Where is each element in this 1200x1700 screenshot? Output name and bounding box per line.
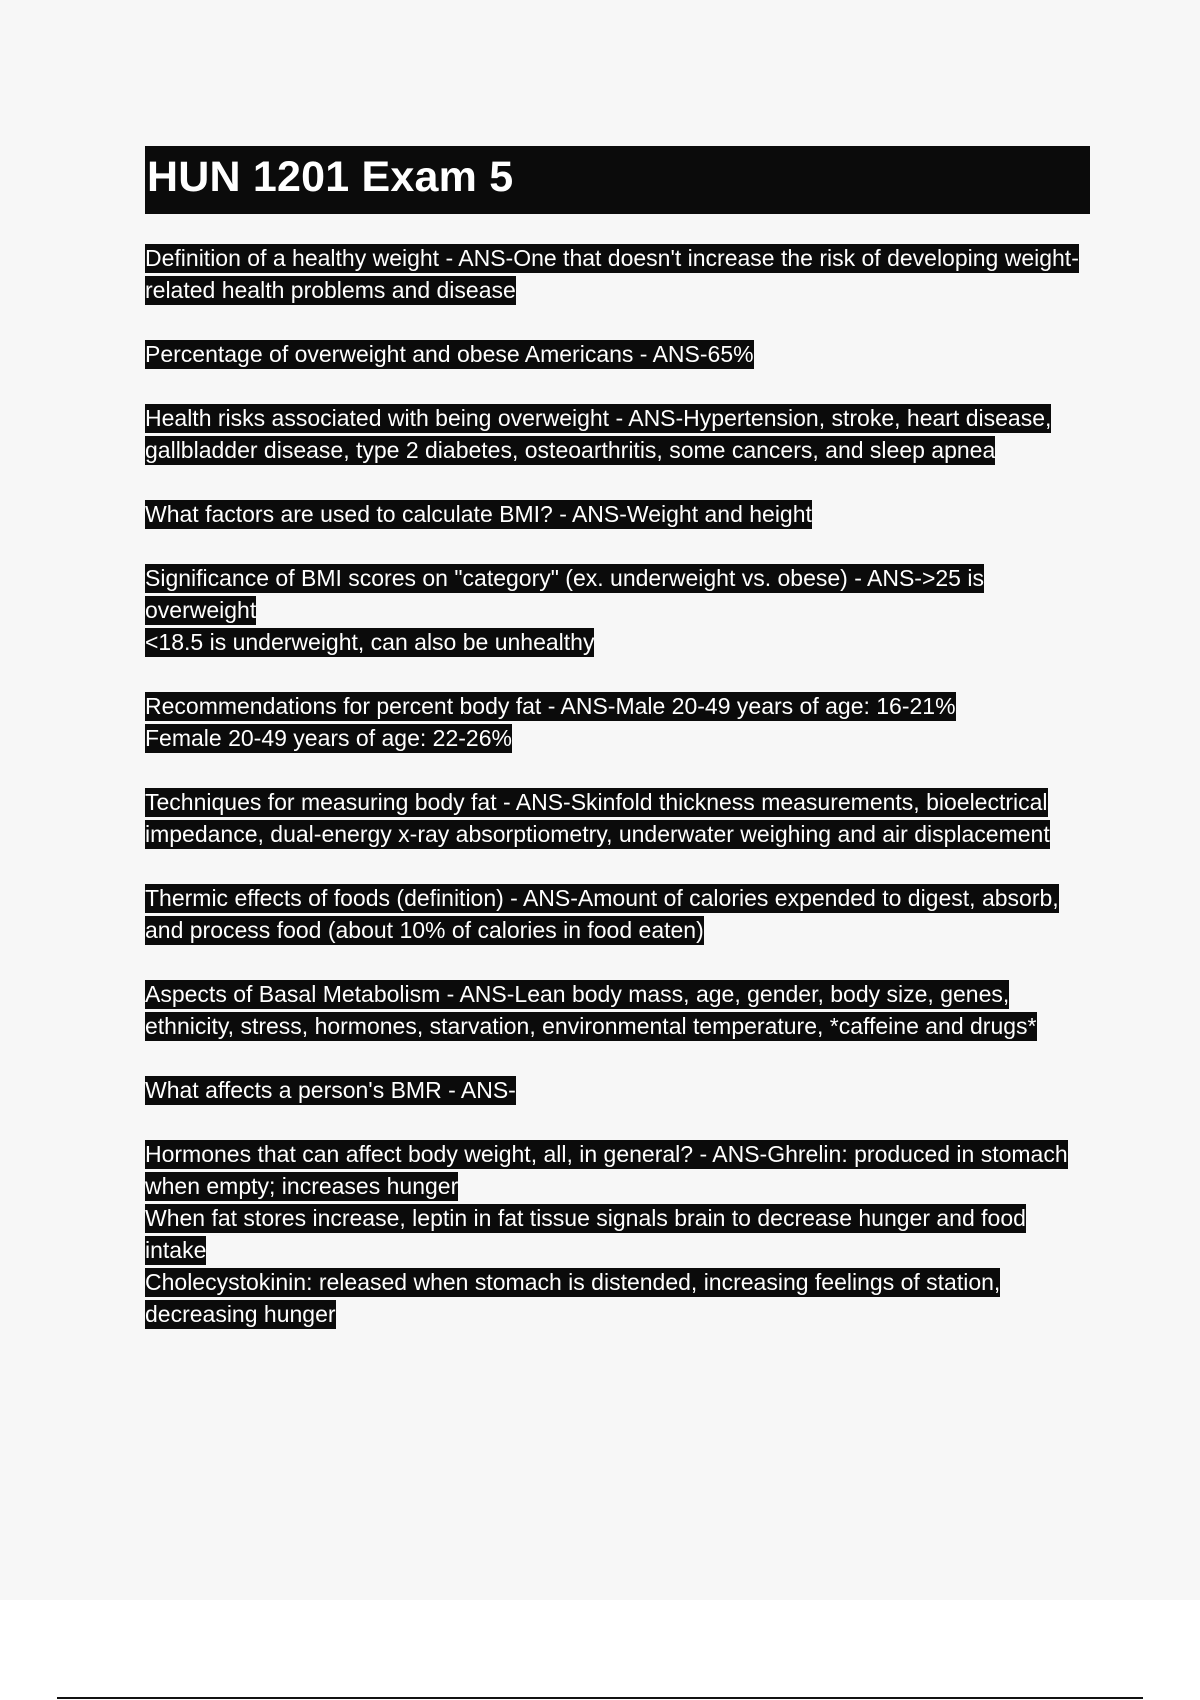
qa-line [145, 338, 1090, 370]
qa-line [145, 1266, 1090, 1330]
qa-line [145, 402, 1090, 466]
qa-entry [145, 402, 1090, 466]
qa-line [145, 690, 1090, 722]
qa-text: Definition of a healthy weight - ANS-One that doesn't increase the risk of developing weight-related health problems and disease [145, 245, 1079, 303]
qa-line [145, 722, 1090, 754]
qa-entry [145, 690, 1090, 754]
qa-text: What factors are used to calculate BMI? - ANS-Weight and height [145, 501, 812, 527]
qa-entry [145, 498, 1090, 530]
qa-text: Significance of BMI scores on "category" (ex. underweight vs. obese) - ANS->25 is overweight [145, 565, 984, 623]
qa-entry [145, 882, 1090, 946]
qa-text: Female 20-49 years of age: 22-26% [145, 725, 512, 751]
qa-list [145, 242, 1090, 1330]
qa-text: Aspects of Basal Metabolism - ANS-Lean body mass, age, gender, body size, genes, ethnicity, stress, hormones, starvation, environmental temperature, *caffeine and drugs* [145, 981, 1037, 1039]
qa-text: Recommendations for percent body fat - ANS-Male 20-49 years of age: 16-21% [145, 693, 956, 719]
qa-entry [145, 1074, 1090, 1106]
qa-line [145, 498, 1090, 530]
footer-divider [57, 1697, 1143, 1699]
qa-line [145, 882, 1090, 946]
qa-entry [145, 338, 1090, 370]
qa-text: <18.5 is underweight, can also be unhealthy [145, 629, 595, 655]
qa-entry [145, 562, 1090, 658]
page-title: HUN 1201 Exam 5 [147, 152, 514, 201]
title-bar [145, 146, 1090, 214]
qa-text: What affects a person's BMR - ANS- [145, 1077, 516, 1103]
qa-line [145, 786, 1090, 850]
qa-line [145, 1074, 1090, 1106]
qa-entry [145, 242, 1090, 306]
qa-text: Hormones that can affect body weight, all, in general? - ANS-Ghrelin: produced in stomach when empty; increases hunger [145, 1141, 1068, 1199]
qa-line [145, 978, 1090, 1042]
qa-text: Cholecystokinin: released when stomach is distended, increasing feelings of station, decreasing hunger [145, 1269, 1001, 1327]
qa-line [145, 562, 1090, 626]
qa-line [145, 242, 1090, 306]
qa-entry [145, 786, 1090, 850]
qa-text: Percentage of overweight and obese Americans - ANS-65% [145, 341, 754, 367]
qa-line [145, 1202, 1090, 1266]
qa-text: Techniques for measuring body fat - ANS-Skinfold thickness measurements, bioelectrical impedance, dual-energy x-ray absorptiometry, underwater weighing and air displacement [145, 789, 1050, 847]
qa-text: When fat stores increase, leptin in fat tissue signals brain to decrease hunger and food intake [145, 1205, 1026, 1263]
document-content [145, 146, 1090, 1362]
qa-line [145, 1138, 1090, 1202]
qa-entry [145, 1138, 1090, 1330]
qa-entry [145, 978, 1090, 1042]
qa-text: Health risks associated with being overweight - ANS-Hypertension, stroke, heart disease, gallbladder disease, type 2 diabetes, osteoarthritis, some cancers, and sleep apnea [145, 405, 1052, 463]
qa-text: Thermic effects of foods (definition) - ANS-Amount of calories expended to digest, absorb, and process food (about 10% of calories in food eaten) [145, 885, 1059, 943]
qa-line [145, 626, 1090, 658]
